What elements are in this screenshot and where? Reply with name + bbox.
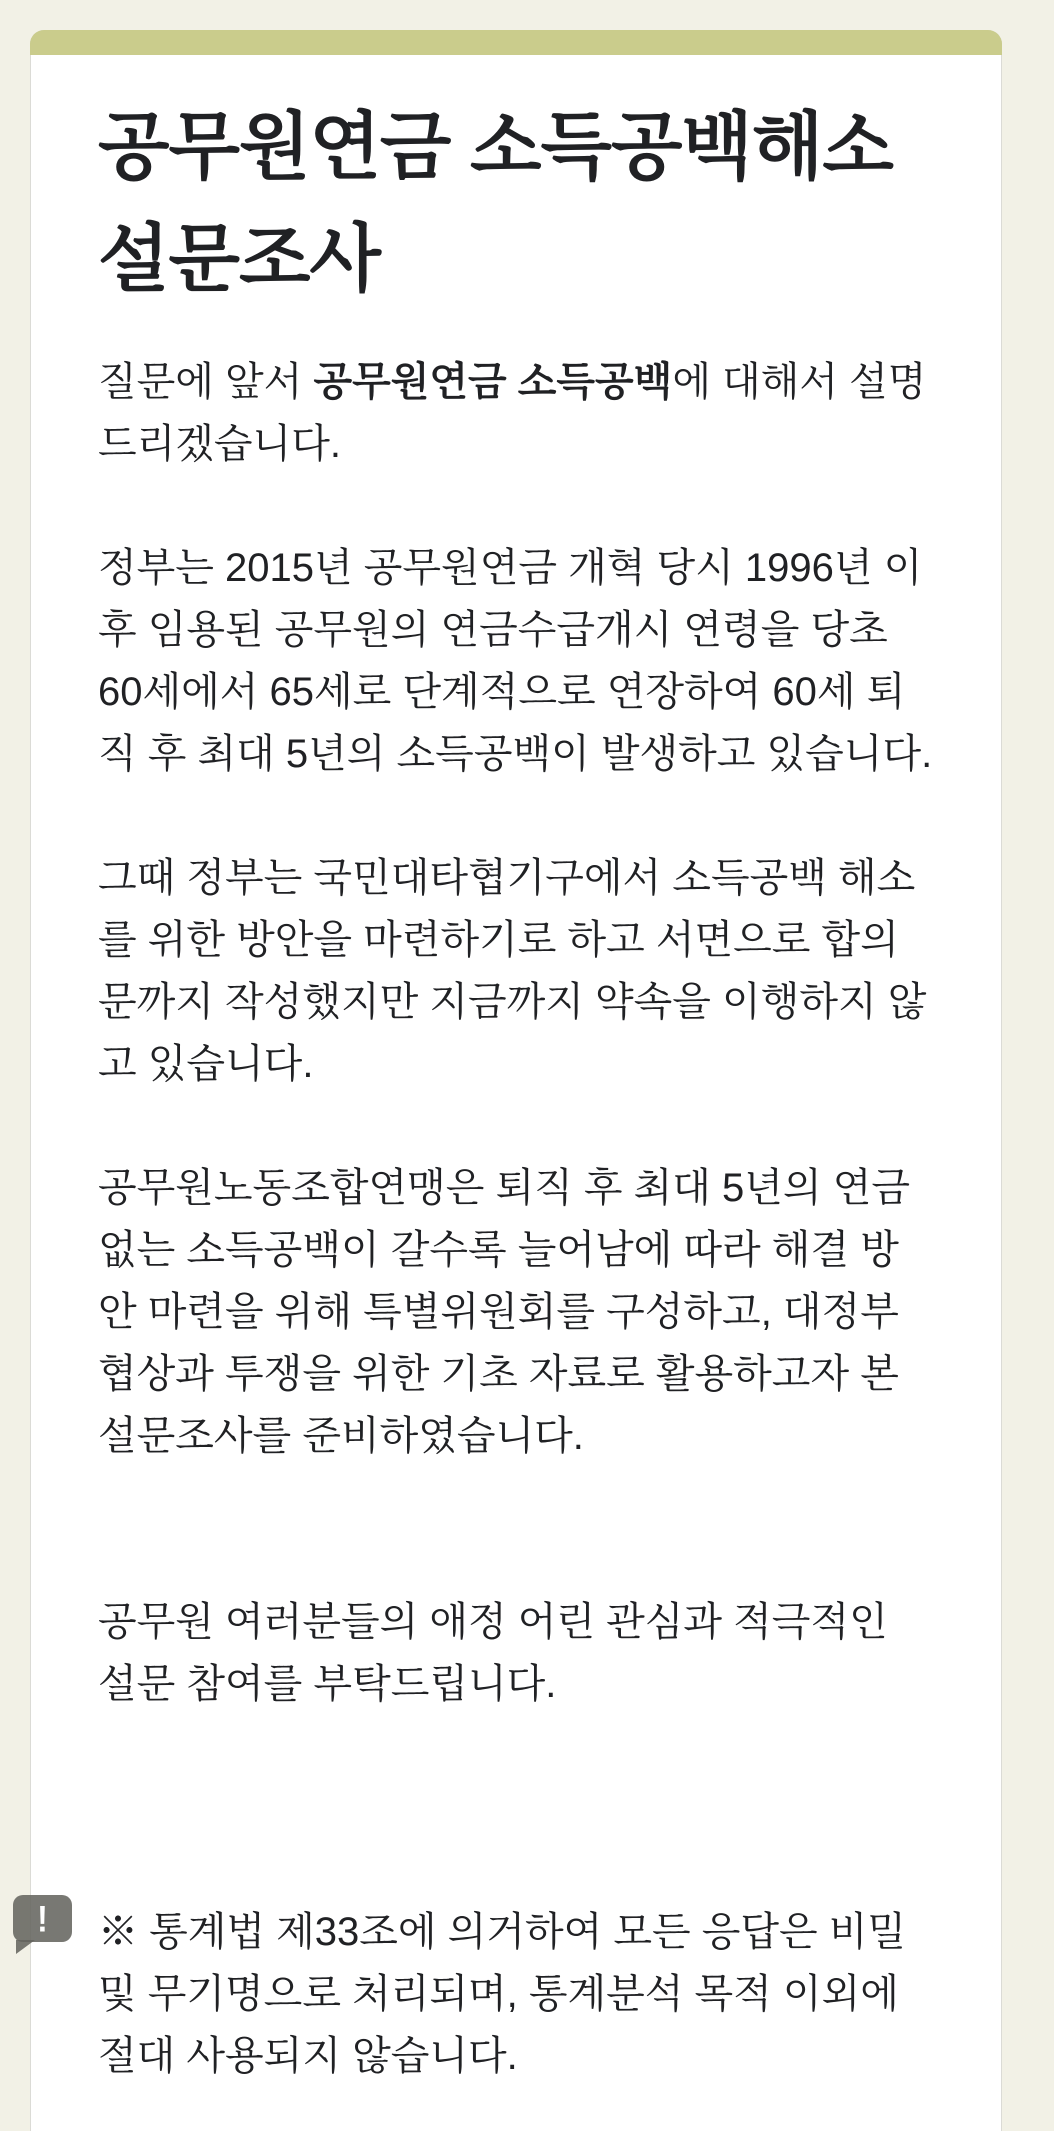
description-paragraph-3: 그때 정부는 국민대타협기구에서 소득공백 해소를 위한 방안을 마련하기로 하고 서면으로 합의문까지 작성했지만 지금까지 약속을 이행하지 않고 있습니다. [98, 856, 927, 1086]
description-paragraph-1 [98, 351, 935, 475]
description-p1-suffix: 에 대해서 설명드리겠습니다. [98, 360, 927, 466]
form-accent-bar [30, 30, 1002, 55]
form-card [30, 30, 1002, 2131]
form-header-section [31, 55, 1001, 2087]
exclamation-mark-icon: ! [37, 1897, 48, 1940]
description-paragraph-6-privacy-notice: ※ 통계법 제33조에 의거하여 모든 응답은 비밀 및 무기명으로 처리되며, 통계분석 목적 이외에 절대 사용되지 않습니다. [98, 1910, 907, 2078]
description-p1-bold-phrase: 공무원연금 소득공백 [313, 360, 673, 404]
description-paragraph-5: 공무원 여러분들의 애정 어린 관심과 적극적인 설문 참여를 부탁드립니다. [98, 1600, 888, 1706]
form-title: 공무원연금 소득공백해소 설문조사 [98, 105, 893, 300]
description-paragraph-4: 공무원노동조합연맹은 퇴직 후 최대 5년의 연금 없는 소득공백이 갈수록 늘어남에 따라 해결 방안 마련을 위해 특별위원회를 구성하고, 대정부 협상과 투쟁을 위한 기초 자료로 활용하고자 본 설문조사를 준비하였습니다. [98, 1166, 910, 1458]
description-paragraph-2: 정부는 2015년 공무원연금 개혁 당시 1996년 이후 임용된 공무원의 연금수급개시 연령을 당초 60세에서 65세로 단계적으로 연장하여 60세 퇴직 후 최대 5년의 소득공백이 발생하고 있습니다. [98, 546, 933, 776]
description-p1-prefix: 질문에 앞서 [98, 360, 314, 404]
alert-speech-bubble-icon[interactable] [13, 1895, 72, 1942]
